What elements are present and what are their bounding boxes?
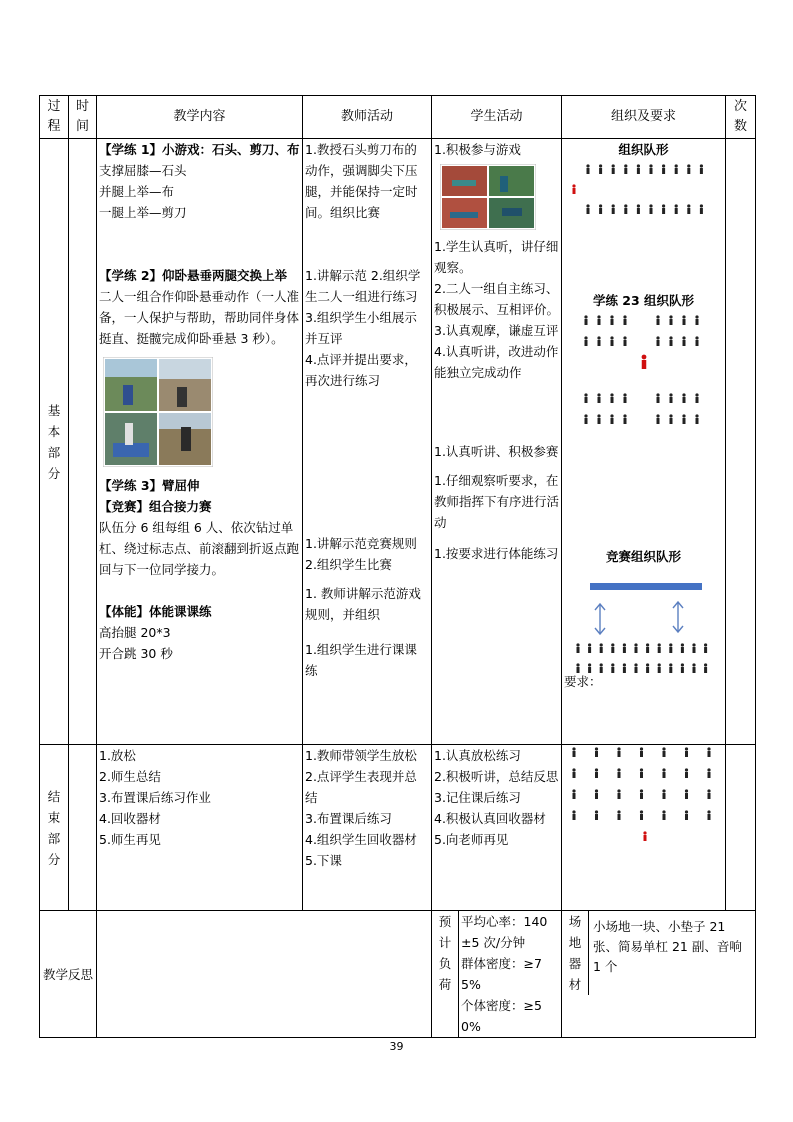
person-icon: [669, 663, 672, 673]
student-activity-2: 4.认真听讲，改进动作能独立完成动作: [434, 344, 559, 380]
student-activity-1: 1.积极参与游戏: [434, 142, 521, 157]
person-icon: [669, 393, 672, 403]
person-icon: [640, 789, 643, 799]
person-icon: [643, 831, 646, 841]
basic-organization-cell: [562, 139, 726, 745]
person-icon: [617, 789, 620, 799]
person-icon: [682, 315, 685, 325]
person-icon: [599, 204, 602, 214]
reflection-label: 教学反思: [40, 911, 97, 1038]
load-inner: [432, 911, 561, 1037]
person-icon: [649, 204, 652, 214]
venue-inner: [562, 911, 755, 995]
person-icon: [682, 393, 685, 403]
formation-rows: [576, 643, 707, 673]
person-icon: [692, 643, 695, 653]
page-number: 39: [389, 1040, 404, 1053]
ending-content-cell: [97, 745, 303, 911]
ending-teacher-item: 1.教师带领学生放松: [305, 748, 417, 763]
person-icon: [595, 747, 598, 757]
formation-3-diagram: [564, 567, 724, 685]
person-icon: [617, 810, 620, 820]
person-icon: [586, 164, 589, 174]
person-icon: [681, 643, 684, 653]
person-icon: [572, 184, 575, 194]
person-icon: [685, 789, 688, 799]
load-value: 平均心率：140±5 次/分钟: [461, 914, 548, 950]
organization-requirement: 要求：: [564, 674, 602, 689]
person-icon: [576, 643, 579, 653]
person-icon: [681, 663, 684, 673]
person-icon: [640, 810, 643, 820]
person-icon: [707, 789, 710, 799]
ending-count-cell: [726, 745, 756, 911]
person-icon: [685, 768, 688, 778]
person-icon: [597, 315, 600, 325]
person-icon: [656, 393, 659, 403]
horizontal-bar-marker: [590, 583, 702, 590]
load-value: 群体密度：≥75%: [461, 956, 542, 992]
ending-teacher-item: 4.组织学生回收器材: [305, 832, 417, 847]
teacher-activity-2: 1.讲解示范 2.组织学生二人一组进行练习: [305, 268, 421, 304]
fitness-line: 开合跳 30 秒: [99, 646, 173, 661]
person-icon: [642, 355, 647, 369]
person-icon: [704, 663, 707, 673]
person-icon: [687, 204, 690, 214]
ending-student-item: 1.认真放松练习: [434, 748, 521, 763]
venue-cell: [562, 911, 756, 1038]
person-icon: [640, 747, 643, 757]
basic-student-cell: [432, 139, 562, 745]
fitness-title: 【体能】体能课课练: [99, 604, 212, 619]
person-icon: [588, 643, 591, 653]
person-icon: [658, 663, 661, 673]
ending-organization-cell: [562, 745, 726, 911]
person-icon: [610, 393, 613, 403]
person-icon: [623, 643, 626, 653]
teacher-activity-4: 1. 教师讲解示范游戏规则，并组织: [305, 586, 421, 622]
student-activity-4: 1.仔细观察听要求，在教师指挥下有序进行活动: [434, 473, 560, 530]
person-icon: [669, 315, 672, 325]
load-label: 预计负荷: [432, 911, 459, 1037]
person-icon: [669, 414, 672, 424]
person-icon: [597, 336, 600, 346]
ending-time-cell: [69, 745, 97, 911]
load-cell: [432, 911, 562, 1038]
student-activity-2: 3.认真观摩，谦虚互评: [434, 323, 559, 338]
header-time: 时间: [69, 96, 97, 139]
person-icon: [669, 336, 672, 346]
person-icon: [658, 643, 661, 653]
ex1-line: 并腿上举—布: [99, 184, 175, 199]
header-student: 学生活动: [432, 96, 562, 139]
load-value: 个体密度：≥50%: [461, 998, 542, 1034]
header-organization: 组织及要求: [562, 96, 726, 139]
ending-content-item: 4.回收器材: [99, 811, 161, 826]
person-icon: [623, 336, 626, 346]
person-icon: [707, 747, 710, 757]
ending-teacher-item: 2.点评学生表现并总结: [305, 769, 417, 805]
person-icon: [584, 315, 587, 325]
ending-content-item: 5.师生再见: [99, 832, 161, 847]
person-icon: [586, 204, 589, 214]
venue-text: 小场地一块、小垫子 21 张、简易单杠 21 副、音响 1 个: [593, 919, 742, 974]
fitness-line: 高抬腿 20*3: [99, 625, 171, 640]
basic-content-cell: [97, 139, 303, 745]
ex2-desc: 二人一组合作仰卧悬垂动作（一人准备，一人保护与帮助，帮助同伴身体挺直、挺髋完成仰卧垂悬 3 秒）。: [99, 289, 300, 346]
formation-3-title: 竞赛组织队形: [605, 549, 681, 564]
competition-title: 【竞赛】组合接力赛: [99, 499, 212, 514]
ending-content-item: 1.放松: [99, 748, 136, 763]
reflection-content-cell: [97, 911, 432, 1038]
person-icon: [595, 789, 598, 799]
person-icon: [656, 315, 659, 325]
person-icon: [695, 414, 698, 424]
person-icon: [612, 164, 615, 174]
formation-2-title: 学练 23 组织队形: [592, 293, 695, 308]
teacher-activity-3: 1.讲解示范竞赛规则: [305, 536, 417, 551]
person-icon: [623, 315, 626, 325]
ending-student-item: 3.记住课后练习: [434, 790, 521, 805]
person-icon: [692, 663, 695, 673]
competition-desc: 队伍分 6 组每组 6 人、依次钻过单杠、绕过标志点、前滚翻到折返点跑回与下一位同学接力。: [99, 520, 300, 577]
formation-row: [586, 204, 703, 214]
basic-section-label: 基本部分: [40, 139, 69, 745]
student-activity-2: 1.学生认真听，讲仔细观察。: [434, 239, 559, 275]
person-icon: [675, 164, 678, 174]
ending-section-label: 结束部分: [40, 745, 69, 911]
person-icon: [662, 164, 665, 174]
person-icon: [646, 643, 649, 653]
person-icon: [599, 164, 602, 174]
person-icon: [623, 393, 626, 403]
person-icon: [584, 393, 587, 403]
person-icon: [700, 204, 703, 214]
basic-teacher-cell: [303, 139, 432, 745]
basic-time-cell: [69, 139, 97, 745]
ending-student-cell: [432, 745, 562, 911]
person-icon: [649, 164, 652, 174]
person-icon: [637, 164, 640, 174]
person-icon: [610, 414, 613, 424]
person-icon: [623, 663, 626, 673]
person-icon: [624, 204, 627, 214]
basic-count-cell: [726, 139, 756, 745]
person-icon: [595, 810, 598, 820]
formation-1-title: 组织队形: [618, 142, 669, 157]
header-row: [40, 96, 756, 139]
ex1-line: 一腿上举—剪刀: [99, 205, 187, 220]
person-icon: [707, 768, 710, 778]
person-icon: [700, 164, 703, 174]
person-icon: [600, 643, 603, 653]
header-count: 次数: [726, 96, 756, 139]
ending-student-item: 5.向老师再见: [434, 832, 509, 847]
reflection-row: [40, 911, 756, 1038]
person-icon: [662, 789, 665, 799]
teacher-marker: [572, 184, 575, 194]
person-icon: [572, 789, 575, 799]
person-icon: [610, 315, 613, 325]
person-icon: [584, 414, 587, 424]
student-activity-3: 1.认真听讲、积极参赛: [434, 444, 559, 459]
ending-student-item: 2.积极听讲，总结反思: [434, 769, 559, 784]
lesson-plan-table: [39, 95, 756, 1038]
formation-rows: [572, 747, 710, 841]
person-icon: [617, 768, 620, 778]
arrow-icon: [673, 602, 683, 632]
arrow-icon: [595, 604, 605, 634]
person-icon: [675, 204, 678, 214]
person-icon: [610, 336, 613, 346]
ending-row: [40, 745, 756, 911]
person-icon: [646, 663, 649, 673]
person-icon: [662, 204, 665, 214]
person-icon: [707, 810, 710, 820]
formation-row: [586, 164, 703, 174]
header-process: 过程: [40, 96, 69, 139]
person-icon: [617, 747, 620, 757]
person-icon: [584, 336, 587, 346]
ending-content-item: 2.师生总结: [99, 769, 161, 784]
person-icon: [572, 747, 575, 757]
teacher-activity-5: 1.组织学生进行课课练: [305, 642, 417, 678]
ex1-line: 支撑屈膝—石头: [99, 163, 187, 178]
ex2-photo-collage: [103, 357, 213, 467]
ending-teacher-item: 3.布置课后练习: [305, 811, 392, 826]
person-icon: [656, 336, 659, 346]
person-icon: [656, 414, 659, 424]
formation-1-diagram: [564, 160, 724, 224]
ending-content-item: 3.布置课后练习作业: [99, 790, 211, 805]
header-teacher: 教师活动: [303, 96, 432, 139]
person-icon: [695, 315, 698, 325]
person-icon: [597, 393, 600, 403]
person-icon: [687, 164, 690, 174]
teacher-activity-1: 1.教授石头剪刀布的动作，强调脚尖下压腿，并能保持一定时间。组织比赛: [305, 142, 418, 220]
person-icon: [685, 810, 688, 820]
teacher-activity-3: 2.组织学生比赛: [305, 557, 392, 572]
person-icon: [611, 643, 614, 653]
person-icon: [704, 643, 707, 653]
person-icon: [634, 643, 637, 653]
person-icon: [640, 768, 643, 778]
ending-student-item: 4.积极认真回收器材: [434, 811, 546, 826]
person-icon: [611, 663, 614, 673]
person-icon: [685, 747, 688, 757]
person-icon: [634, 663, 637, 673]
person-icon: [597, 414, 600, 424]
game-photo: [440, 164, 536, 230]
ending-teacher-cell: [303, 745, 432, 911]
person-icon: [695, 336, 698, 346]
student-activity-2: 2.二人一组自主练习、积极展示、互相评价。: [434, 281, 560, 317]
person-icon: [682, 414, 685, 424]
person-icon: [662, 747, 665, 757]
person-icon: [637, 204, 640, 214]
load-values: [459, 911, 562, 1037]
formation-groups: [584, 315, 698, 424]
person-icon: [695, 393, 698, 403]
person-icon: [662, 810, 665, 820]
teacher-activity-2: 3.组织学生小组展示并互评: [305, 310, 417, 346]
ending-formation-diagram: [564, 745, 724, 849]
formation-2-diagram: [564, 311, 724, 441]
ex1-title: 【学练 1】小游戏：石头、剪刀、布: [99, 142, 300, 157]
teacher-activity-2: 4.点评并提出要求，再次进行练习: [305, 352, 417, 388]
student-activity-5: 1.按要求进行体能练习: [434, 546, 559, 561]
ending-teacher-item: 5.下课: [305, 853, 342, 868]
person-icon: [595, 768, 598, 778]
person-icon: [623, 414, 626, 424]
venue-label: 场地器材: [562, 911, 589, 995]
person-icon: [682, 336, 685, 346]
person-icon: [572, 810, 575, 820]
ex3-title: 【学练 3】臂屈伸: [99, 478, 200, 493]
basic-row: [40, 139, 756, 745]
person-icon: [624, 164, 627, 174]
person-icon: [572, 768, 575, 778]
person-icon: [612, 204, 615, 214]
person-icon: [669, 643, 672, 653]
ex2-title: 【学练 2】仰卧悬垂两腿交换上举: [99, 268, 288, 283]
header-content: 教学内容: [97, 96, 303, 139]
person-icon: [662, 768, 665, 778]
